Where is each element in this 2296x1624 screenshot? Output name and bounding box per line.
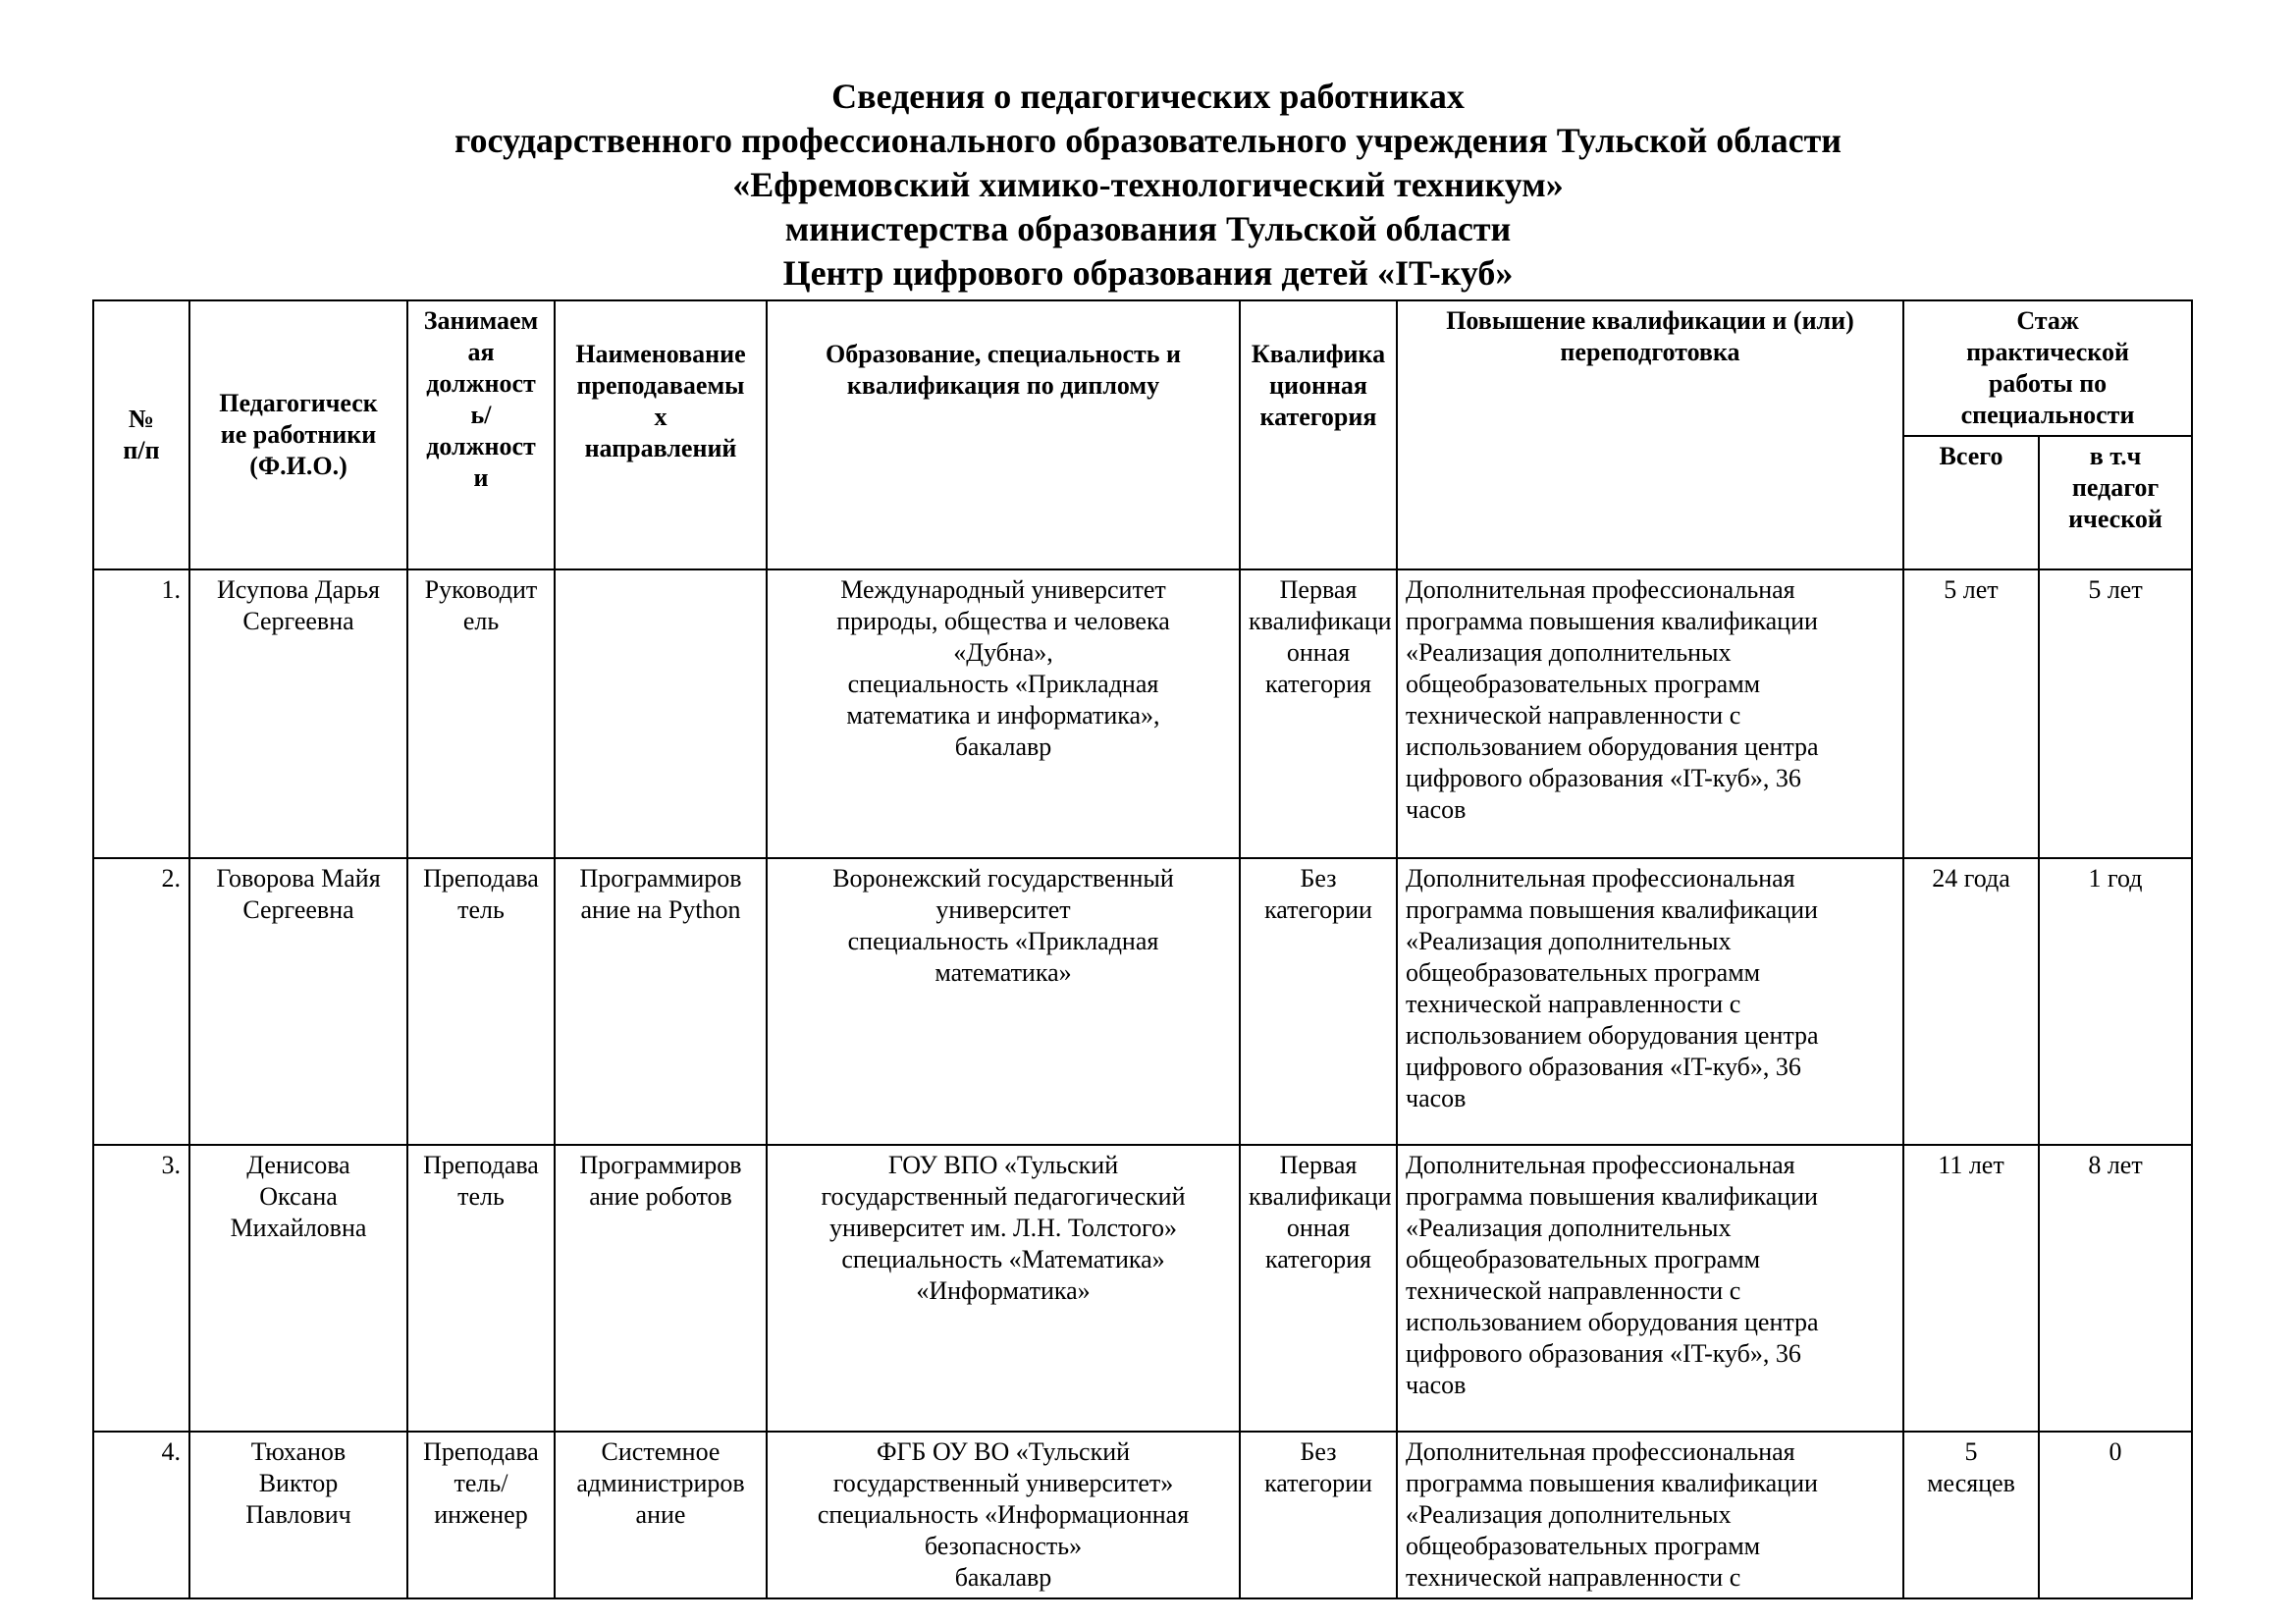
cell-exp-total: 5 месяцев: [1903, 1432, 2039, 1598]
header-num: № п/п: [93, 300, 189, 569]
title-line-1: Сведения о педагогических работниках: [831, 77, 1465, 116]
cell-exp-ped: 0: [2039, 1432, 2192, 1598]
cell-position: Руководит ель: [407, 569, 555, 858]
header-subjects: Наименование преподаваемы х направлений: [555, 300, 767, 569]
header-training: Повышение квалификации и (или) переподготовка: [1397, 300, 1903, 569]
cell-position: Преподава тель: [407, 1145, 555, 1432]
cell-exp-ped: 5 лет: [2039, 569, 2192, 858]
title-line-4: министерства образования Тульской области: [784, 209, 1512, 248]
title-line-2: государственного профессионального образовательного учреждения Тульской области: [454, 121, 1842, 160]
cell-subjects: Программиров ание на Python: [555, 858, 767, 1145]
cell-training: Дополнительная профессиональная программа повышения квалификации «Реализация дополнительных общеобразовательных программ технической направленности с использованием оборудования центра цифрового образования «IT-куб», 36 часов: [1397, 569, 1903, 858]
cell-category: Первая квалификаци онная категория: [1240, 1145, 1397, 1432]
cell-education: ГОУ ВПО «Тульский государственный педагогический университет им. Л.Н. Толстого» специальность «Математика» «Информатика»: [767, 1145, 1240, 1432]
header-exp-total: Всего: [1903, 436, 2039, 569]
header-position: Занимаем ая должност ь/ должност и: [407, 300, 555, 569]
cell-num: 4.: [93, 1432, 189, 1598]
title-line-3: «Ефремовский химико-технологический техникум»: [732, 165, 1564, 204]
cell-num: 1.: [93, 569, 189, 858]
cell-exp-ped: 1 год: [2039, 858, 2192, 1145]
cell-subjects: Программиров ание роботов: [555, 1145, 767, 1432]
cell-position: Преподава тель: [407, 858, 555, 1145]
header-name: Педагогическ ие работники (Ф.И.О.): [189, 300, 407, 569]
cell-category: Без категории: [1240, 1432, 1397, 1598]
staff-table: [92, 299, 2193, 1599]
cell-name: Говорова Майя Сергеевна: [189, 858, 407, 1145]
table-row: [93, 1145, 2192, 1432]
header-exp-ped: в т.ч педагог ической: [2039, 436, 2192, 569]
cell-position: Преподава тель/ инженер: [407, 1432, 555, 1598]
cell-exp-total: 5 лет: [1903, 569, 2039, 858]
cell-category: Первая квалификаци онная категория: [1240, 569, 1397, 858]
header-education: Образование, специальность и квалификация по диплому: [767, 300, 1240, 569]
cell-subjects: [555, 569, 767, 858]
cell-exp-total: 11 лет: [1903, 1145, 2039, 1432]
cell-education: Воронежский государственный университет специальность «Прикладная математика»: [767, 858, 1240, 1145]
cell-name: Денисова Оксана Михайловна: [189, 1145, 407, 1432]
cell-subjects: Системное администриров ание: [555, 1432, 767, 1598]
cell-num: 3.: [93, 1145, 189, 1432]
table-row: [93, 1432, 2192, 1598]
cell-category: Без категории: [1240, 858, 1397, 1145]
cell-name: Исупова Дарья Сергеевна: [189, 569, 407, 858]
cell-exp-ped: 8 лет: [2039, 1145, 2192, 1432]
cell-exp-total: 24 года: [1903, 858, 2039, 1145]
header-category: Квалифика ционная категория: [1240, 300, 1397, 569]
cell-training: Дополнительная профессиональная программа повышения квалификации «Реализация дополнительных общеобразовательных программ технической направленности с использованием оборудования центра цифрового образования «IT-куб», 36 часов: [1397, 1145, 1903, 1432]
title-line-5: Центр цифрового образования детей «IT-куб»: [782, 253, 1514, 293]
header-experience: Стаж практической работы по специальности: [1903, 300, 2192, 436]
cell-education: Международный университет природы, общества и человека «Дубна», специальность «Прикладная математика и информатика», бакалавр: [767, 569, 1240, 858]
cell-training: Дополнительная профессиональная программа повышения квалификации «Реализация дополнительных общеобразовательных программ технической направленности с: [1397, 1432, 1903, 1598]
document-title: [0, 75, 2296, 296]
cell-name: Тюханов Виктор Павлович: [189, 1432, 407, 1598]
table-row: [93, 569, 2192, 858]
table-row: [93, 858, 2192, 1145]
table-header-row: [93, 300, 2192, 436]
cell-education: ФГБ ОУ ВО «Тульский государственный университет» специальность «Информационная безопасность» бакалавр: [767, 1432, 1240, 1598]
cell-num: 2.: [93, 858, 189, 1145]
cell-training: Дополнительная профессиональная программа повышения квалификации «Реализация дополнительных общеобразовательных программ технической направленности с использованием оборудования центра цифрового образования «IT-куб», 36 часов: [1397, 858, 1903, 1145]
